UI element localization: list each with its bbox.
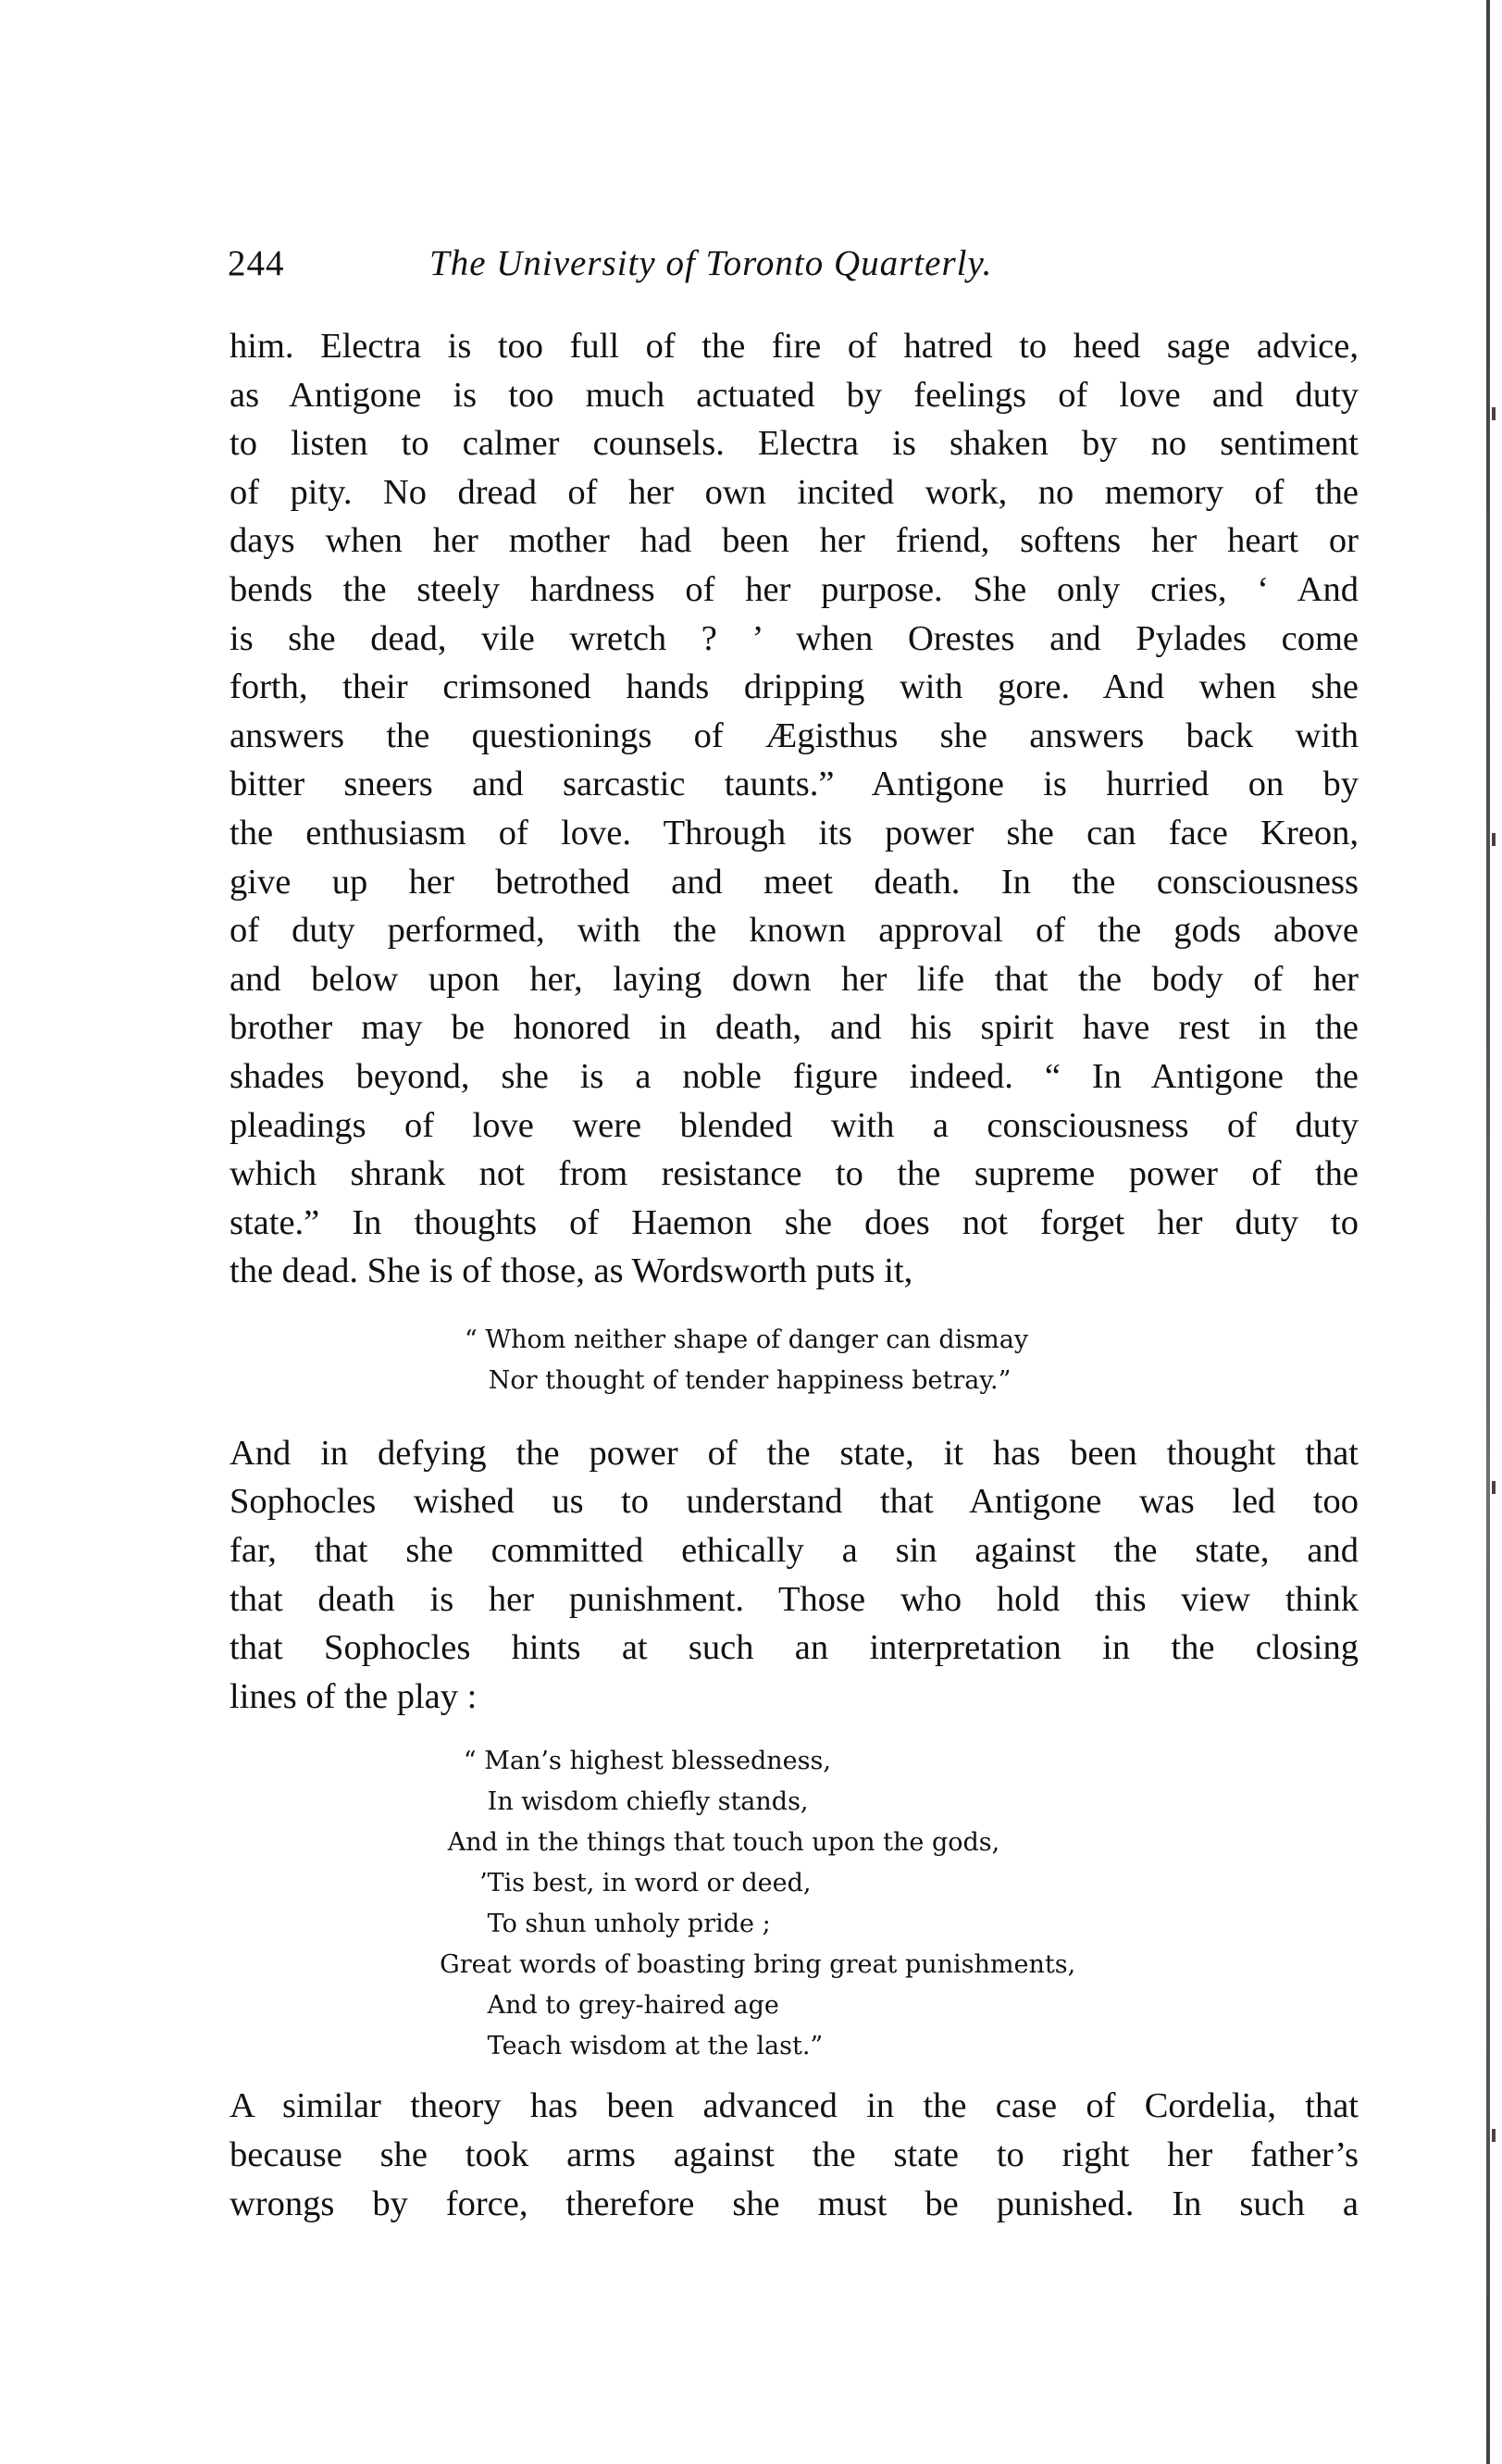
text-line: to listen to calmer counsels. Electra is shaken by no sentiment [230,424,1359,464]
verse-line: To shun unholy pride ; [424,1910,771,1939]
text-line: give up her betrothed and meet death. In the consciousness [230,862,1359,902]
verse-line: “ Whom neither shape of danger can dismay [465,1325,1029,1354]
verse-line: Nor thought of tender happiness betray.” [465,1365,1012,1395]
running-header [228,243,1153,298]
text-line: And in defying the power of the state, it has been thought that [230,1433,1359,1473]
margin-tick [1492,833,1496,846]
text-line: brother may be honored in death, and his spirit have rest in the [230,1008,1359,1048]
running-title: The University of Toronto Quarterly. [429,243,993,283]
text-line: of pity. No dread of her own incited work, no memory of the [230,472,1359,512]
margin-tick [1492,1481,1496,1494]
margin-tick [1492,407,1496,420]
text-line: bitter sneers and sarcastic taunts.” Antigone is hurried on by [230,765,1359,804]
wordsworth-quotation [230,1320,1359,1401]
text-line: A similar theory has been advanced in the case of Cordelia, that [230,2086,1359,2126]
text-line: answers the questionings of Ægisthus she answers back with [230,716,1359,755]
text-line: forth, their crimsoned hands dripping with gore. And when she [230,667,1359,707]
verse-line: Great words of boasting bring great punishments, [424,1950,1076,1980]
verse-line: And to grey-haired age [424,1991,779,2021]
antigone-closing-lines-quotation [230,1741,1359,2067]
text-line: Sophocles wished us to understand that Antigone was led too [230,1482,1359,1522]
text-line: which shrank not from resistance to the supreme power of the [230,1154,1359,1194]
text-line: wrongs by force, therefore she must be punished. In such a [230,2184,1359,2223]
verse-line: ’Tis best, in word or deed, [424,1869,812,1898]
text-line: as Antigone is too much actuated by feelings of love and duty [230,375,1359,415]
verse-line: “ Man’s highest blessedness, [424,1747,831,1776]
page-body [230,322,1359,2228]
text-line: him. Electra is too full of the fire of hatred to heed sage advice, [230,327,1359,366]
page-edge-shadow [1486,0,1490,2464]
text-line: the enthusiasm of love. Through its power she can face Kreon, [230,813,1359,852]
text-line: days when her mother had been her friend, softens her heart or [230,521,1359,561]
verse-line: And in the things that touch upon the gods, [424,1828,1000,1858]
paragraph-cordelia [230,2082,1359,2228]
text-line: that death is her punishment. Those who hold this view think [230,1579,1359,1619]
paragraph-sophocles-view [230,1429,1359,1722]
text-line: pleadings of love were blended with a consciousness of duty [230,1105,1359,1145]
verse-line: In wisdom chiefly stands, [424,1787,809,1817]
text-line: far, that she committed ethically a sin against the state, and [230,1531,1359,1571]
text-line: bends the steely hardness of her purpose. She only cries, ‘ And [230,569,1359,609]
page-number: 244 [228,243,285,283]
text-line: of duty performed, with the known approval of the gods above [230,911,1359,951]
text-line: shades beyond, she is a noble figure indeed. “ In Antigone the [230,1056,1359,1096]
text-line: state.” In thoughts of Haemon she does not forget her duty to [230,1202,1359,1242]
paragraph-electra-antigone [230,322,1359,1296]
text-line: lines of the play : [230,1676,478,1716]
text-line: and below upon her, laying down her life that the body of her [230,959,1359,999]
verse-line: Teach wisdom at the last.” [424,2032,824,2061]
text-line: that Sophocles hints at such an interpretation in the closing [230,1628,1359,1668]
text-line: because she took arms against the state to right her father’s [230,2135,1359,2175]
text-line: the dead. She is of those, as Wordsworth puts it, [230,1251,913,1291]
margin-tick [1492,2129,1496,2142]
text-line: is she dead, vile wretch ? ’ when Orestes and Pylades come [230,618,1359,658]
